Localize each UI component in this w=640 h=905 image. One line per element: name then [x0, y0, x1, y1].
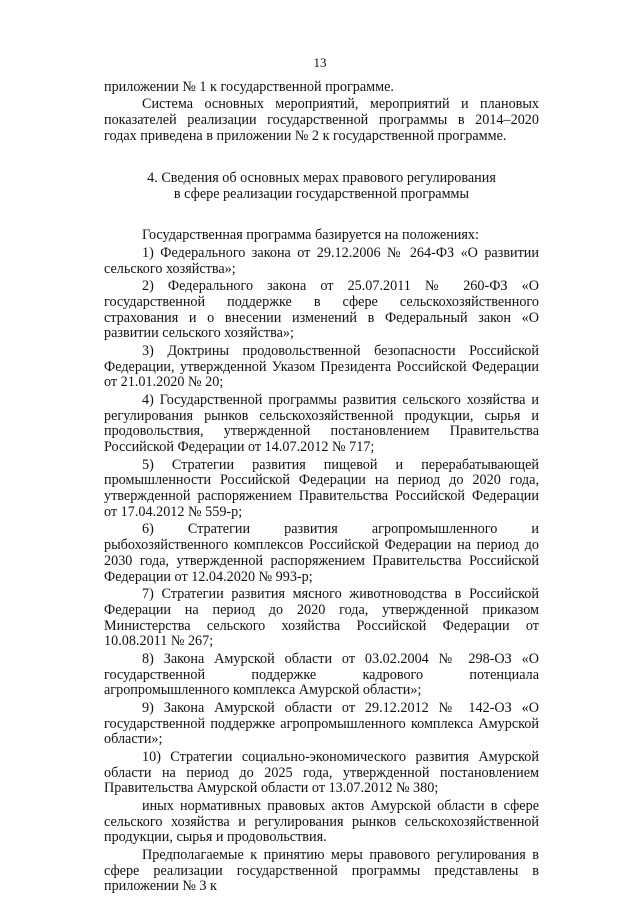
intro-paragraph: Система основных мероприятий, мероприятий и плановых показателей реализации государственной программы в 2014–2020 годах приведена в приложении № 2 к государственной программе. [104, 96, 539, 144]
list-item: 5) Стратегии развития пищевой и перерабатывающей промышленности Российской Федерации на период до 2020 года, утвержденной распоряжением Правительства Российской Федерации от 17.04.2012 № 559-р; [104, 456, 539, 520]
list-item: 2) Федерального закона от 25.07.2011 № 260-ФЗ «О государственной поддержке в сфере сельскохозяйственного страхования и о внесении изменений в Федеральный закон «О развитии сельского хозяйства»; [104, 277, 539, 342]
page-number: 13 [313, 55, 327, 70]
continuation-paragraph: приложении № 1 к государственной программе. [104, 79, 394, 95]
closing-paragraph: Предполагаемые к принятию меры правового регулирования в сфере реализации государственной программы представлены в приложении № 3 к [104, 846, 539, 895]
list-item: 8) Закона Амурской области от 03.02.2004 № 298-ОЗ «О государственной поддержке кадрового потенциала агропромышленного комплекса Амурской области»; [104, 650, 539, 699]
section-heading [104, 171, 539, 203]
section-lead-paragraph: Государственная программа базируется на положениях: [142, 227, 479, 244]
list-item: 7) Стратегии развития мясного животноводства в Российской Федерации на период до 2020 года, утвержденной приказом Министерства сельского хозяйства Российской Федерации от 10.08.2011 № 267; [104, 586, 539, 650]
list-item: иных нормативных правовых актов Амурской области в сфере сельского хозяйства и регулирования рынков сельскохозяйственной продукции, сырья и продовольствия. [104, 797, 539, 846]
section-heading-line-1: 4. Сведения об основных мерах правового регулирования [147, 169, 496, 186]
list-item: 1) Федерального закона от 29.12.2006 № 264-ФЗ «О развитии сельского хозяйства»; [104, 244, 539, 277]
list-item: 10) Стратегии социально-экономического развития Амурской области на период до 2025 года, утвержденной постановлением Правительства Амурской области от 13.07.2012 № 380; [104, 748, 539, 797]
list-item: 3) Доктрины продовольственной безопасности Российской Федерации, утвержденной Указом Президента Российской Федерации от 21.01.2020 № 20; [104, 342, 539, 391]
section-heading-line-2: в сфере реализации государственной программы [173, 185, 470, 202]
list-item: 6) Стратегии развития агропромышленного и рыбохозяйственного комплексов Российской Федерации на период до 2030 года, утвержденной распоряжением Правительства Российской Федерации от 12.04.2020 № 993-р; [104, 521, 539, 585]
list-item: 4) Государственной программы развития сельского хозяйства и регулирования рынков сельскохозяйственной продукции, сырья и продовольствия, утвержденной постановлением Правительства Российской Федерации от 14.07.2012 № 717; [104, 391, 539, 456]
list-item: 9) Закона Амурской области от 29.12.2012 № 142-ОЗ «О государственной поддержке агропромышленного комплекса Амурской области»; [104, 699, 539, 748]
page-content [104, 80, 539, 897]
